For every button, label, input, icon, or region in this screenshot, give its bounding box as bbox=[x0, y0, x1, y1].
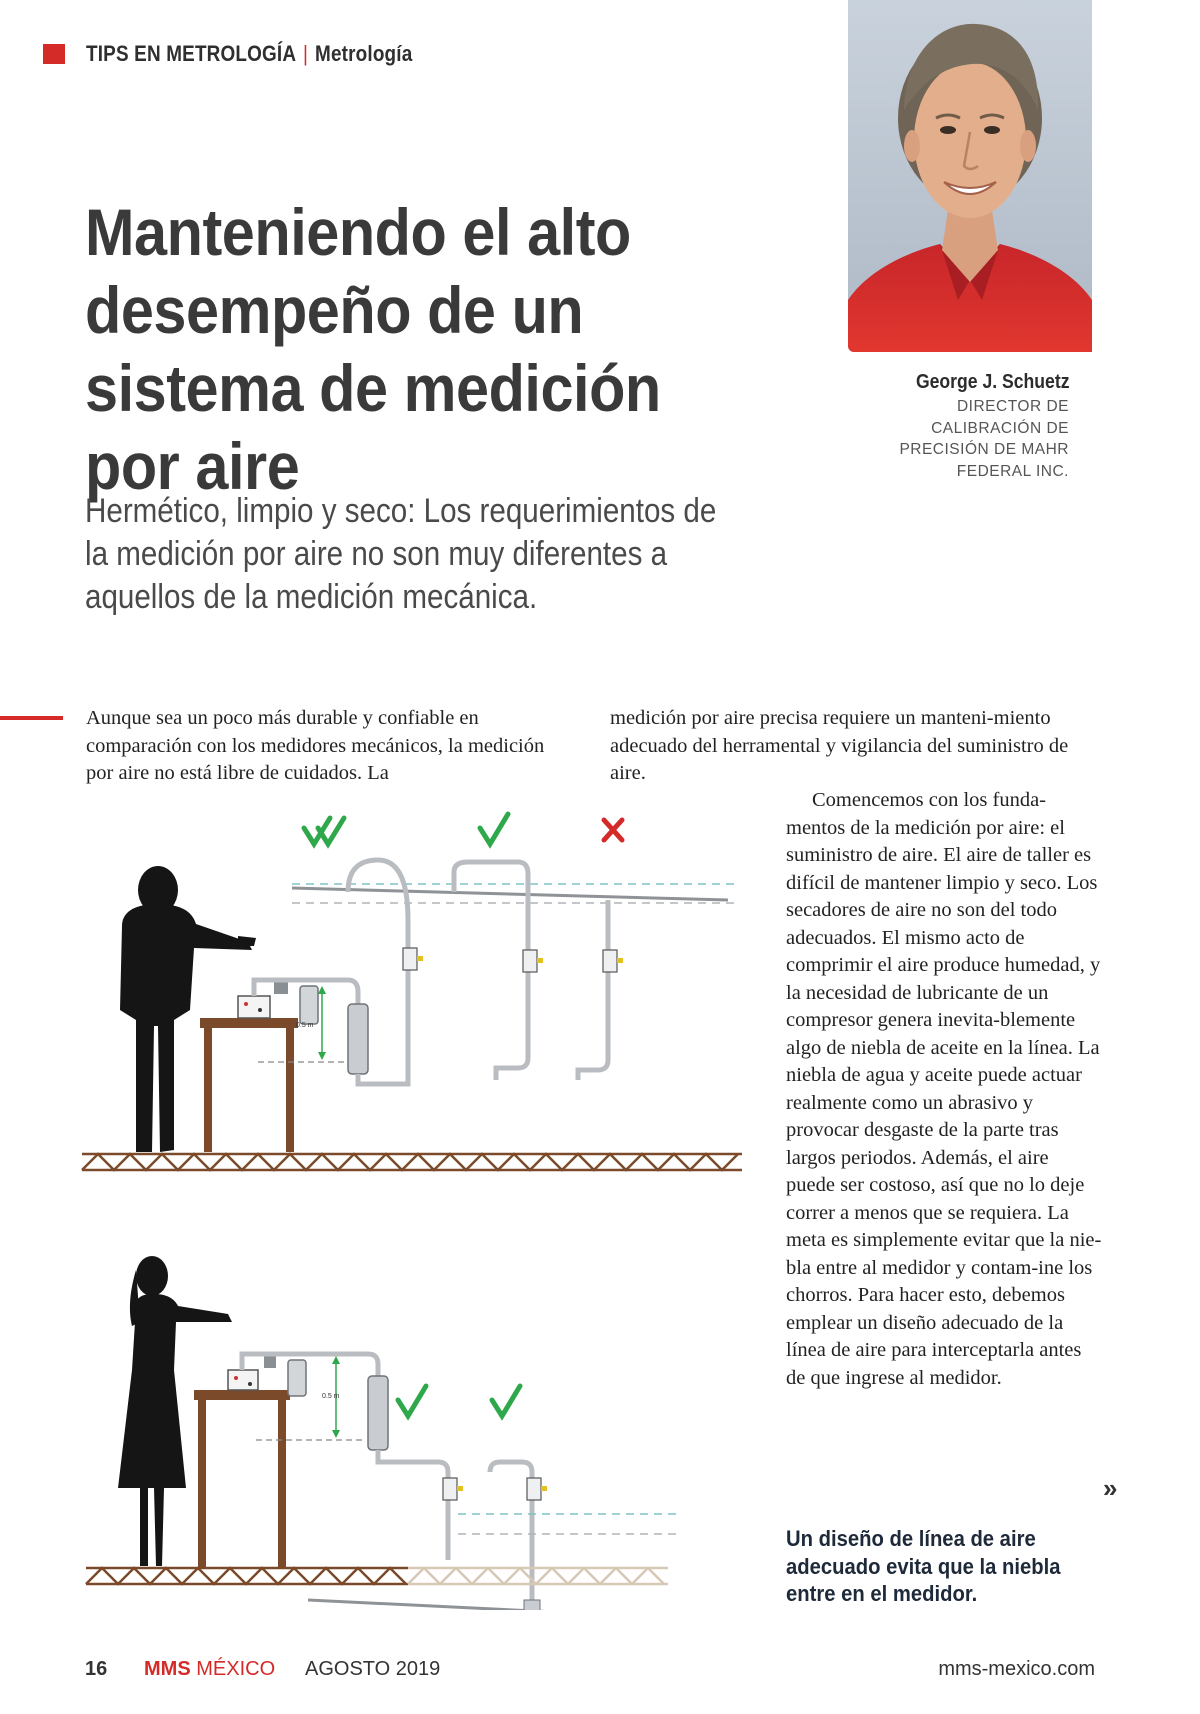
article-title: Manteniendo el alto desempeño de un sistema de medición por aire bbox=[85, 195, 661, 503]
floor-truss bbox=[82, 1154, 742, 1170]
article-subtitle: Hermético, limpio y seco: Los requerimientos de la medición por aire no son muy diferentes a aquellos de la medición mecánica. bbox=[85, 492, 717, 616]
diagram-top-scene bbox=[82, 814, 742, 1170]
section-separator: | bbox=[303, 41, 309, 66]
check-icon bbox=[492, 1386, 520, 1416]
man-silhouette-icon bbox=[120, 866, 256, 1152]
table-icon bbox=[194, 1390, 290, 1568]
body-column-1: Aunque sea un poco más durable y confiable en comparación con los medidores mecánicos, la medición por aire no está libre de cuidados. La bbox=[86, 707, 545, 784]
section-header bbox=[86, 41, 412, 67]
air-gauge-icon bbox=[238, 996, 270, 1018]
section-label: TIPS EN METROLOGÍA bbox=[86, 41, 297, 66]
section-marker bbox=[43, 44, 65, 64]
dimension-label: 0.5 m bbox=[322, 1393, 340, 1400]
dimension-label: 0.5 m bbox=[296, 1022, 314, 1029]
website-link[interactable]: mms-mexico.com bbox=[938, 1658, 1095, 1680]
woman-silhouette-icon bbox=[118, 1256, 232, 1566]
issue-date: AGOSTO 2019 bbox=[305, 1658, 441, 1680]
author-photo bbox=[848, 0, 1092, 352]
air-line-diagram bbox=[78, 800, 754, 1610]
author-role: DIRECTOR DE CALIBRACIÓN DE PRECISIÓN DE MAHR FEDERAL INC. bbox=[899, 398, 1069, 480]
author-name: George J. Schuetz bbox=[915, 371, 1069, 393]
floor-truss bbox=[86, 1568, 408, 1584]
body-column-3 bbox=[786, 787, 1102, 1392]
section-category: Metrología bbox=[315, 41, 413, 66]
magazine-brand: MMS bbox=[144, 1658, 191, 1680]
body-paragraph: Comencemos con los funda-mentos de la medición por aire: el suministro de aire. El aire de taller es difícil de mantener limpio y seco. Los secadores de aire no son del todo adecuados. El mismo acto de comprimir el aire produce humedad, y la necesidad de lubricante de un compresor genera inevita-blemente algo de niebla de aceite en la línea. La niebla de agua y aceite puede actuar realmente como un abrasivo y provocar desgaste de la parte tras largos periodos. Además, el aire puede ser costoso, así que no lo deje correr a menos que se requiera. La meta es simplemente evitar que la nie-bla entre al medidor y contam-ine los chorros. Para hacer esto, debemos emplear un diseño adecuado de la línea de aire para interceptarla antes de que ingrese al medidor. bbox=[786, 789, 1102, 1389]
continue-chevron-icon: » bbox=[1103, 1473, 1118, 1503]
body-column-2: medición por aire precisa requiere un manteni-miento adecuado del herramental y vigilancia del suministro de aire. bbox=[610, 707, 1069, 784]
check-icon bbox=[480, 814, 508, 844]
double-check-icon bbox=[304, 818, 344, 844]
diagram-bottom-scene bbox=[86, 1256, 678, 1610]
pull-quote: Un diseño de línea de aire adecuado evita que la niebla entre en el medidor. bbox=[786, 1526, 1061, 1606]
air-gauge-icon bbox=[228, 1370, 258, 1390]
cross-icon bbox=[604, 820, 622, 840]
red-rule bbox=[0, 716, 63, 720]
page-number: 16 bbox=[85, 1658, 108, 1680]
table-icon bbox=[200, 1018, 298, 1152]
magazine-name bbox=[144, 1658, 275, 1681]
check-icon bbox=[398, 1386, 426, 1416]
magazine-country: MÉXICO bbox=[196, 1658, 276, 1680]
